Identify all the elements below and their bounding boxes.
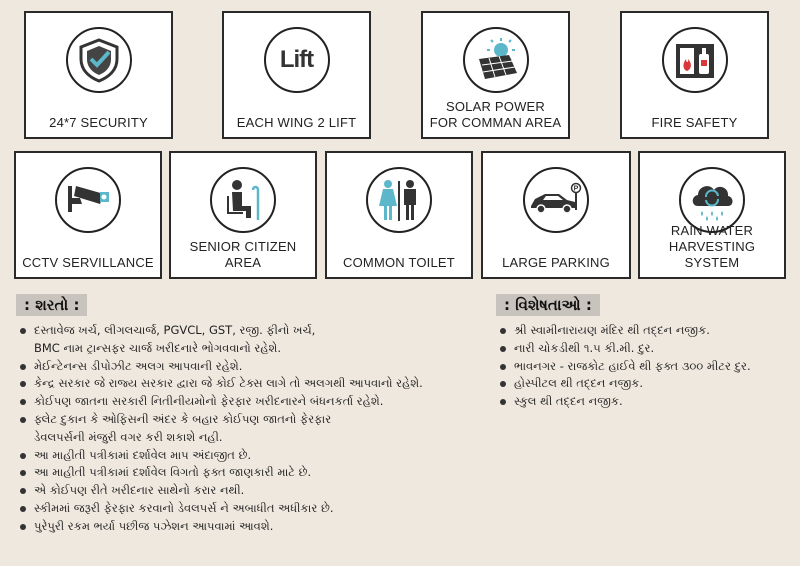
list-item: પુરેપુરી રકમ ભર્યા પછીજ પઝેશન આપવામાં આવશે. [18,518,488,536]
list-item: હોસ્પીટલ થી તદ્દન નજીક. [498,375,796,393]
amenity-card-parking [481,151,631,279]
security-shield-icon [66,27,132,93]
amenity-label: COMMON TOILET [343,255,455,270]
amenity-card-fire [620,11,769,139]
amenity-card-security [24,11,173,139]
features-list [498,322,796,411]
amenity-card-solar [421,11,570,139]
car-parking-icon [523,167,589,233]
toilet-icon [366,167,432,233]
solar-panel-icon [463,27,529,93]
list-item: ફ્લેટ દુકાન કે ઓફિસની અંદર કે બહાર કોઈપણ જાતનો ફેરફાર ડેવલપર્સની મંજુરી વગર કરી શકાશે નહી. [18,411,488,447]
amenity-card-cctv [14,151,162,279]
list-item: કોઈપણ જાતના સરકારી નિતીનીયમોનો ફેરફાર ખરીદનારને બંધનકર્તા રહેશે. [18,393,488,411]
amenity-label: HARVESTING SYSTEM [668,239,756,270]
amenity-card-lift [222,11,371,139]
fire-extinguisher-icon [662,27,728,93]
list-item: આ માહીતી પત્રીકામાં દર્શાવેલ વિગતો ફક્ત જાણકારી માટે છે. [18,464,488,482]
amenity-label: CCTV SERVILLANCE [22,255,154,270]
list-item: આ માહીતી પત્રીકામાં દર્શાવેલ માપ અંદાજીત છે. [18,447,488,465]
amenity-card-senior [169,151,317,279]
senior-citizen-icon [210,167,276,233]
list-item: દસ્તાવેજ ખર્ચ, લીગલચાર્જ, PGVCL, GST, રજી. ફીનો ખર્ચ, BMC નામ ટ્રાન્સફર ચાર્જ ખરીદનારે ભોગવવાનો રહેશે. [18,322,488,358]
list-item: ભાવનગર - રાજકોટ હાઈવે થી ફક્ત ૩૦૦ મીટર દુર. [498,358,796,376]
amenity-label: FIRE SAFETY [651,115,738,130]
amenity-label: LARGE PARKING [502,255,610,270]
amenity-label: SENIOR CITIZEN AREA [189,239,297,270]
amenity-label: SOLAR POWER [446,99,545,114]
amenity-label: 24*7 SECURITY [49,115,148,130]
svg-text:P: P [573,185,579,193]
amenity-card-rainwater [638,151,786,279]
list-item: શ્રી સ્વામીનારાયણ મંદિર થી તદ્દન નજીક. [498,322,796,340]
amenity-card-toilet [325,151,473,279]
features-heading: : વિશેષતાઓ : [496,294,600,316]
terms-list [18,322,488,536]
cctv-camera-icon [55,167,121,233]
terms-heading: : શરતો : [16,294,87,316]
list-item: કેન્દ્ર સરકાર જે રાજ્ય સરકાર દ્વારા જે કોઈ ટેક્સ લાગે તો અલગથી આપવાનો રહેશે. [18,375,488,393]
lift-icon [264,27,330,93]
amenity-label: FOR COMMAN AREA [429,115,562,130]
list-item: મેઈન્ટેનન્સ ડીપોઝીટ અલગ આપવાની રહેશે. [18,358,488,376]
lift-icon-text: Lift [279,46,314,73]
list-item: એ કોઈપણ રીતે ખરીદનાર સાથેનો કરાર નથી. [18,482,488,500]
list-item: સ્કીમમાં જરૂરી ફેરફાર કરવાનો ડેવલપર્સ ને અબાધીત અધીકાર છે. [18,500,488,518]
amenity-label: RAIN WATER [670,223,754,238]
list-item: સ્કુલ થી તદ્દન નજીક. [498,393,796,411]
list-item: નારી ચોકડીથી ૧.૫ કી.મી. દુર. [498,340,796,358]
amenity-label: EACH WING 2 LIFT [236,115,357,130]
